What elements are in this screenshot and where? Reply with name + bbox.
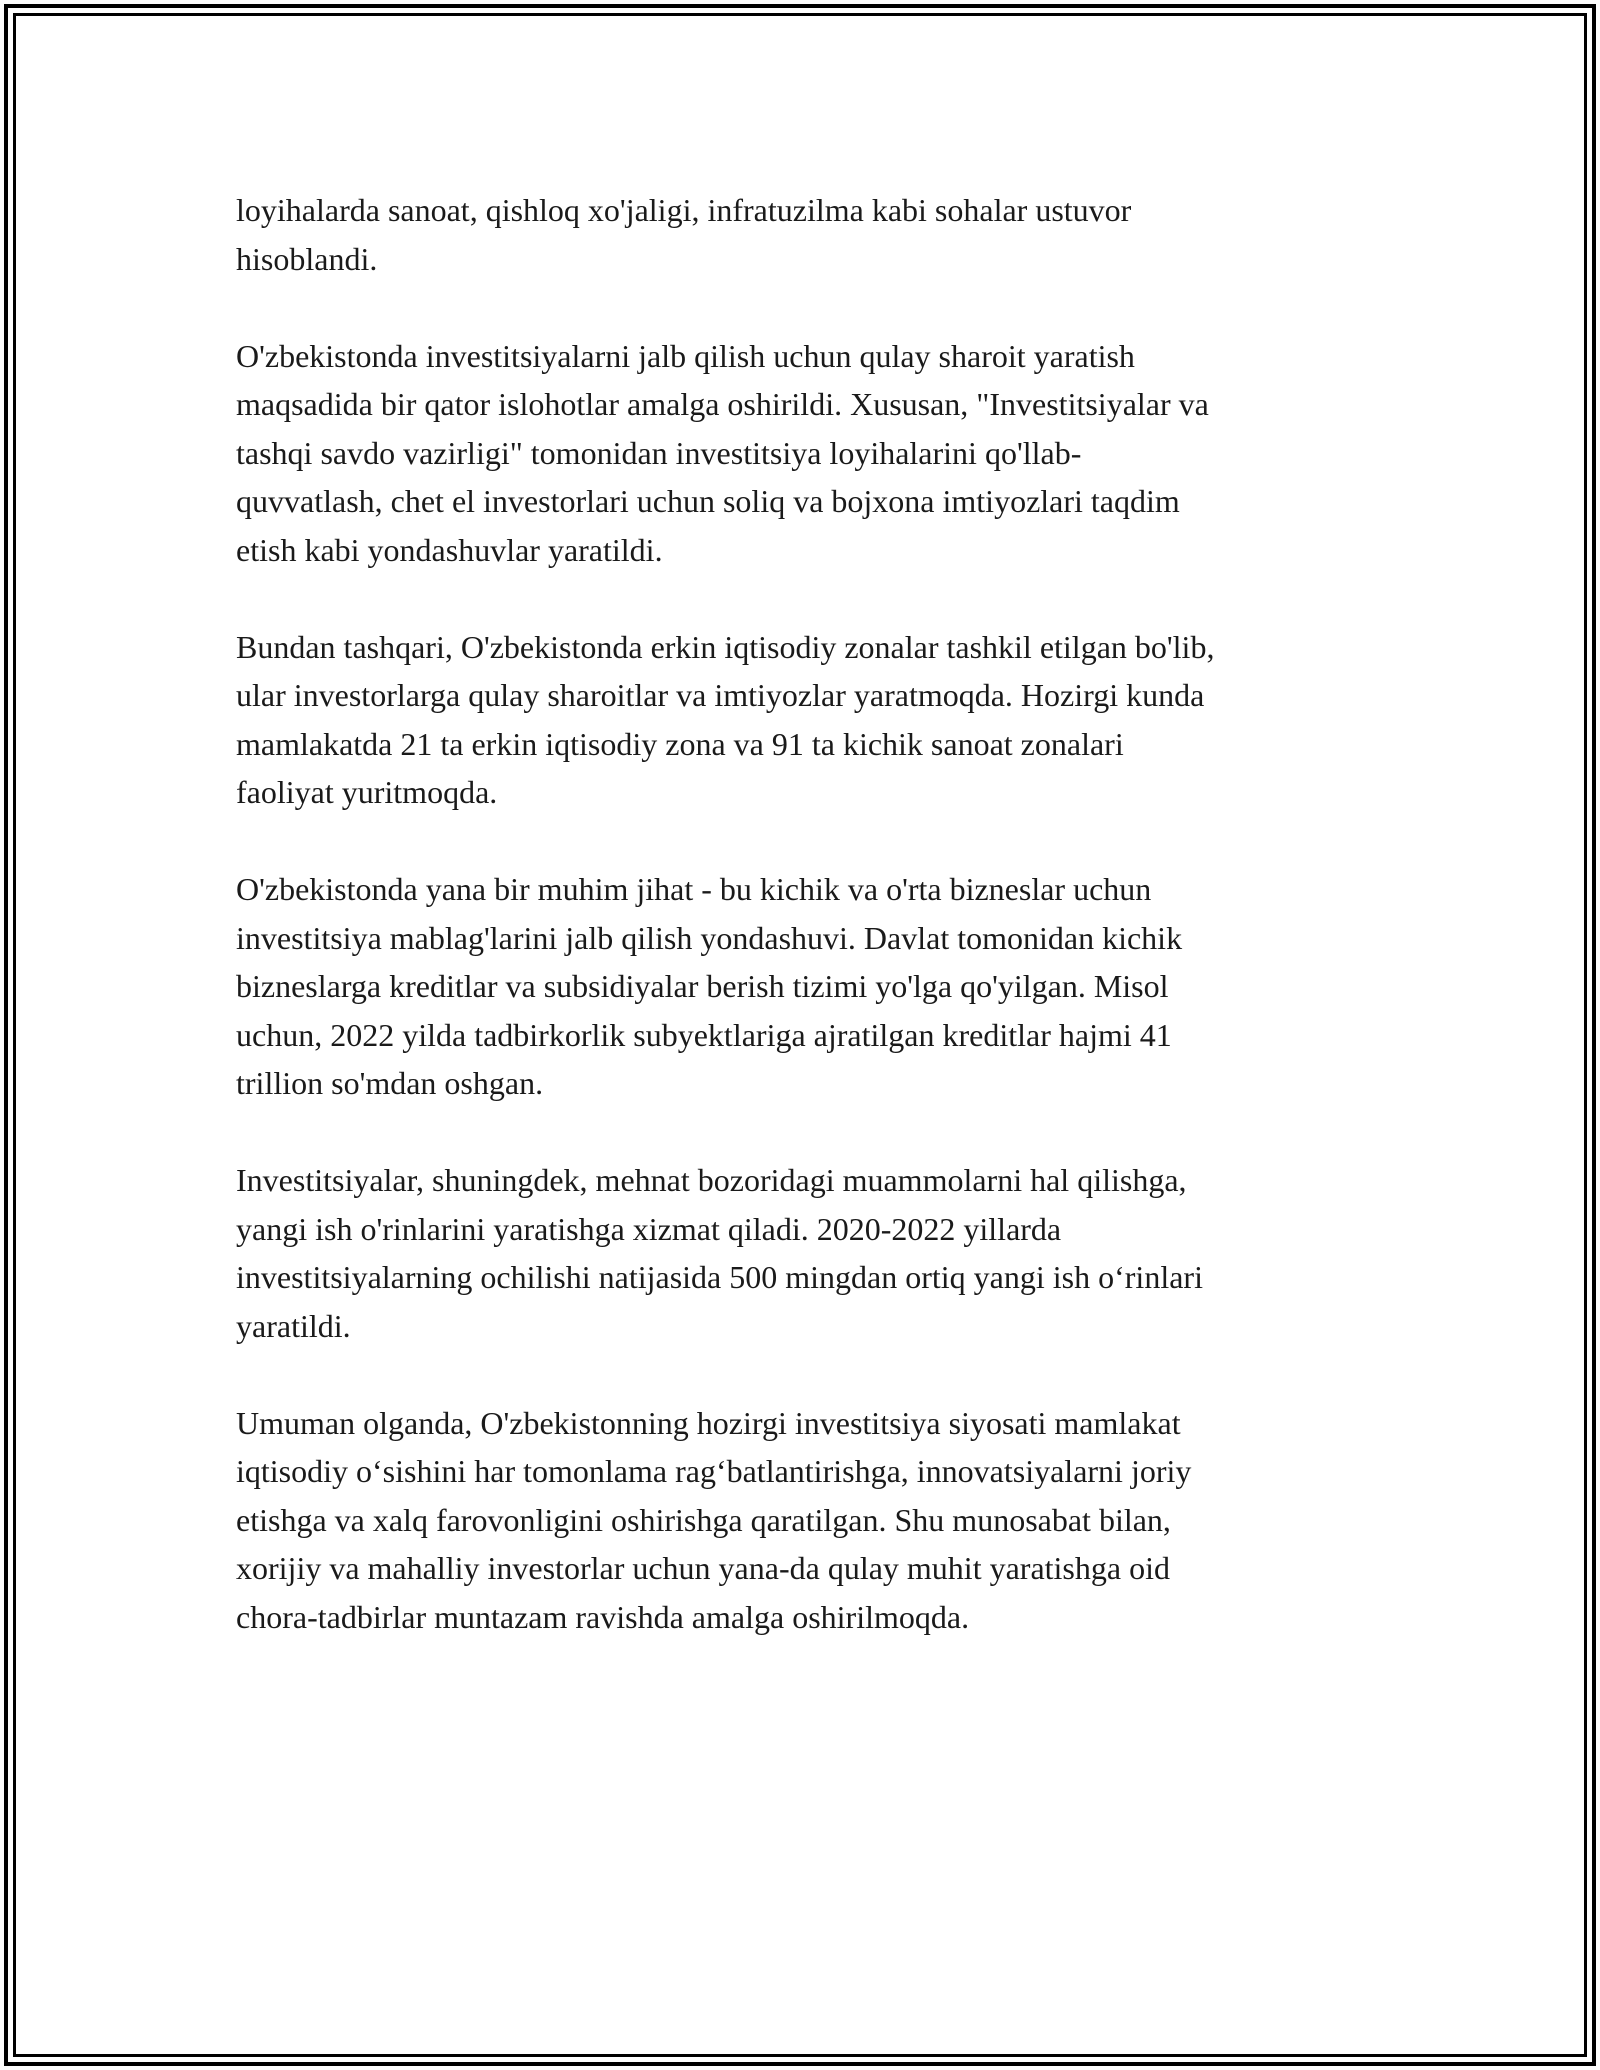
paragraph-free-economic-zones: Bundan tashqari, O'zbekistonda erkin iqtisodiy zonalar tashkil etilgan bo'lib, ular investorlarga qulay sharoitlar va imtiyozlar yaratmoqda. Hozirgi kunda mamlakatda 21 ta erkin iqtisodiy zona va 91 ta kichik sanoat zonalari faoliyat yuritmoqda. (236, 628, 1215, 810)
paragraph-small-business: O'zbekistonda yana bir muhim jihat - bu kichik va o'rta bizneslar uchun investitsiya mablag'larini jalb qilish yondashuvi. Davlat tomonidan kichik bizneslarga kreditlar va subsidiyalar berish tizimi yo'lga qo'yilgan. Misol uchun, 2022 yilda tadbirkorlik subyektlariga ajratilgan kreditlar hajmi 41 trillion so'mdan oshgan. (236, 871, 1183, 1101)
paragraph-labor-market: Investitsiyalar, shuningdek, mehnat bozoridagi muammolarni hal qilishga, yangi ish o'rinlarini yaratishga xizmat qiladi. 2020-2022 yillarda investitsiyalarning ochilishi natijasida 500 mingdan ortiq yangi ish o‘rinlari yaratildi. (236, 1162, 1203, 1344)
paragraph-conclusion: Umuman olganda, O'zbekistonning hozirgi investitsiya siyosati mamlakat iqtisodiy o‘sishini har tomonlama rag‘batlantirishga, innovatsiyalarni joriy etishga va xalq farovonligini oshirishga qaratilgan. Shu munosabat bilan, xorijiy va mahalliy investorlar uchun yana-da qulay muhit yaratishga oid chora-tadbirlar muntazam ravishda amalga oshirilmoqda. (236, 1404, 1192, 1635)
document-body (236, 186, 1366, 1690)
paragraph-priority-sectors: loyihalarda sanoat, qishloq xo'jaligi, infratuzilma kabi sohalar ustuvor hisoblandi. (236, 192, 1132, 277)
paragraph-reforms: O'zbekistonda investitsiyalarni jalb qilish uchun qulay sharoit yaratish maqsadida bir qator islohotlar amalga oshirildi. Xususan, "Investitsiyalar va tashqi savdo vazirligi" tomonidan investitsiya loyihalarini qo'llab- quvvatlash, chet el investorlari uchun soliq va bojxona imtiyozlari taqdim etish kabi yondashuvlar yaratildi. (236, 337, 1209, 568)
